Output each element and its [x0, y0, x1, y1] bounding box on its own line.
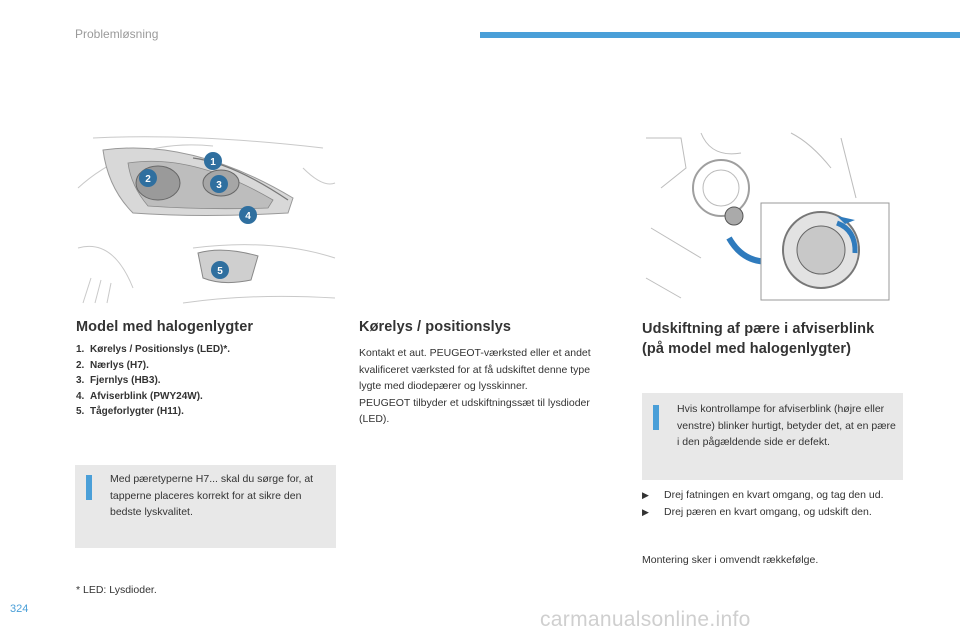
section-title: Problemløsning [75, 27, 159, 41]
callout-5: 5 [217, 266, 223, 277]
headlamp-illustration [73, 128, 337, 308]
info-box-bulb-tip [75, 465, 336, 548]
closing-note: Montering sker i omvendt rækkefølge. [642, 554, 819, 566]
info-text: Hvis kontrollampe for afviserblink (højre eller venstre) blinker hurtigt, betyder det, at en pære i den pågældende side er defekt. [677, 403, 896, 448]
blinker-bulb-illustration [641, 128, 903, 302]
info-icon [86, 475, 92, 500]
list-item: 3. Fjernlys (HB3). [76, 375, 161, 386]
callout-1: 1 [210, 157, 216, 168]
step-marker-icon: ▶ [642, 506, 649, 517]
section-heading-blinker-replacement [642, 319, 922, 359]
callout-2: 2 [145, 174, 151, 185]
page-number: 324 [10, 603, 29, 615]
replacement-steps [642, 487, 908, 520]
watermark: carmanualsonline.info [540, 608, 751, 631]
list-item: 4. Afviserblink (PWY24W). [76, 390, 203, 402]
section-heading-halogen-model: Model med halogenlygter [76, 319, 254, 335]
info-box-blinker-warning [642, 393, 903, 480]
list-item: 1. Kørelys / Positionslys (LED)*. [76, 344, 231, 355]
list-item: 5. Tågeforlygter (H11). [76, 406, 184, 417]
footnote: * LED: Lysdioder. [76, 584, 157, 596]
paragraph: PEUGEOT tilbyder et udskiftningssæt til lysdioder (LED). [359, 396, 590, 425]
heading-line: (på model med halogenlygter) [642, 341, 852, 357]
section-heading-running-lights: Kørelys / positionslys [359, 319, 512, 335]
list-item: ▶ Drej pæren en kvart omgang, og udskift den. [642, 504, 908, 521]
step-marker-icon: ▶ [642, 490, 649, 500]
running-lights-text [359, 345, 611, 428]
list-item: ▶ Drej fatningen en kvart omgang, og tag den ud. [642, 487, 908, 504]
info-icon [653, 405, 659, 430]
header-accent-bar [480, 32, 960, 38]
callout-3: 3 [216, 180, 222, 191]
info-text: Med pæretyperne H7... skal du sørge for, at tapperne placeres korrekt for at sikre den bedste lyskvalitet. [110, 473, 314, 518]
paragraph: Kontakt et aut. PEUGEOT-værksted eller et andet kvalificeret værksted for at få udskiftet denne type lygte med diodepærer og lysskinner. [359, 347, 591, 392]
list-item: 2. Nærlys (H7). [76, 359, 149, 371]
bulb-list [76, 342, 230, 420]
callout-4: 4 [245, 211, 251, 222]
heading-line: Udskiftning af pære i afviserblink [642, 321, 875, 337]
